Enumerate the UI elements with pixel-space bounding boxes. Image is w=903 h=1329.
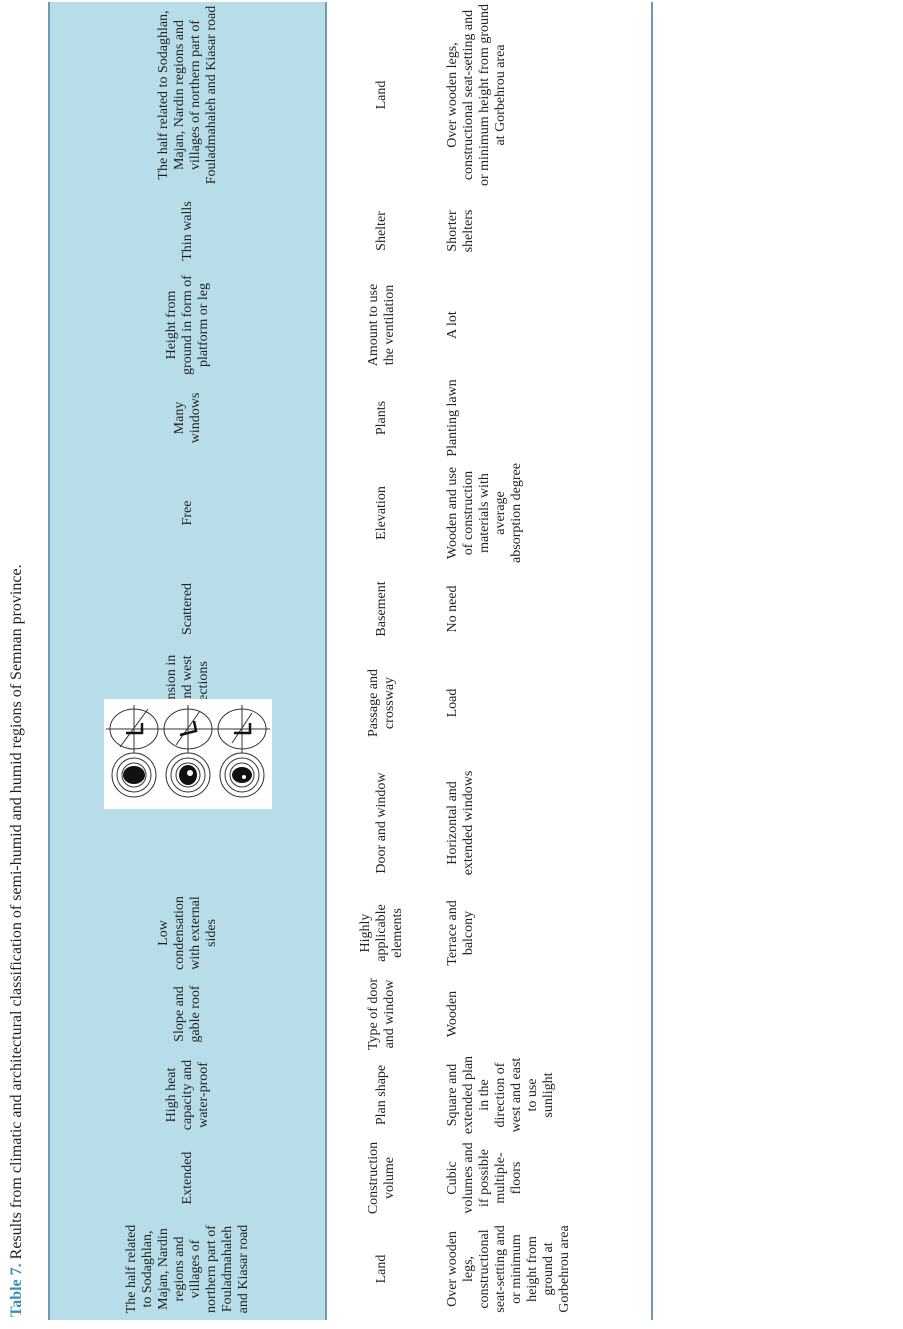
- label-row-cell: [327, 651, 437, 755]
- cell-text: Scattered: [179, 582, 195, 636]
- cell-text: Horizontal and extended windows: [445, 770, 476, 876]
- cell-text: Cubic volumes and if possible multiple-floors: [445, 1142, 524, 1214]
- cell-text: Construction volume: [366, 1141, 397, 1215]
- cell-text: Passage and crossway: [366, 668, 397, 738]
- value-row-cell: [445, 1219, 651, 1319]
- cell-text: High heat capacity and water-proof: [163, 1059, 211, 1131]
- cell-text: The half related to Sodaghlan, Majan, Nardin regions and villages of northern part of Fouladmahaleh and Kiasar road: [155, 5, 219, 185]
- header-row-cell: [50, 1219, 325, 1319]
- cell-text: Plan shape: [374, 1064, 389, 1126]
- cell-text: The half related to Sodaghlan, Majan, Nardin regions and villages of northern part of Fouladmahaleh and Kiasar road: [123, 1224, 251, 1314]
- value-row-cell: [445, 891, 651, 975]
- cell-text: Extended: [179, 1151, 195, 1205]
- value-row-cell: [445, 1053, 651, 1137]
- header-row-cell: [50, 273, 325, 377]
- value-row-cell: [445, 975, 651, 1053]
- cell-text: Shorter shelters: [445, 209, 476, 253]
- cell-text: Wooden and use of construction materials with average absorption degree: [445, 463, 524, 563]
- label-row-cell: [327, 755, 437, 891]
- label-row-cell: [327, 891, 437, 975]
- cell-text: A lot: [445, 311, 460, 339]
- label-row-cell: [327, 1, 437, 189]
- label-row-cell: [327, 567, 437, 651]
- cell-text: No need: [445, 585, 460, 633]
- value-row-cell: [445, 459, 651, 567]
- label-row-cell: [327, 1219, 437, 1319]
- label-row-cell: [327, 189, 437, 273]
- caption-label: Table 7.: [8, 1263, 25, 1317]
- label-row-cell: [327, 1053, 437, 1137]
- cell-text: Amount to use the ventilation: [366, 283, 397, 367]
- cell-text: Over wooden legs, constructional seat-setting and or minimum height from ground at Gorbehrou area: [445, 4, 508, 186]
- cell-text: Highly applicable elements: [358, 904, 405, 962]
- cell-text: Terrace and balcony: [445, 900, 476, 966]
- cell-text: Land: [374, 1254, 389, 1284]
- header-row-cell: [50, 1137, 325, 1219]
- header-row-cell: [50, 377, 325, 459]
- value-row-cell: [445, 377, 651, 459]
- cell-text: Wooden: [445, 990, 460, 1038]
- value-row-cell: [445, 1137, 651, 1219]
- cell-text: Thin walls: [179, 201, 195, 261]
- cell-text: Free: [179, 500, 195, 526]
- header-row-cell: [50, 891, 325, 975]
- label-row-cell: [327, 377, 437, 459]
- table-bottom-rule: [651, 2, 653, 1320]
- cell-text: Type of door and window: [366, 977, 397, 1051]
- orientation-diagram-icon: [104, 699, 272, 809]
- cell-text: Plants: [374, 400, 389, 436]
- header-row-cell: [50, 459, 325, 567]
- cell-text: Planting lawn: [445, 379, 460, 457]
- cell-text: Load: [445, 688, 460, 718]
- value-row-cell: [445, 567, 651, 651]
- value-row-cell: [445, 189, 651, 273]
- cell-text: Low condensation with external sides: [155, 896, 219, 970]
- header-row-cell: [50, 567, 325, 651]
- header-row-cell: [50, 975, 325, 1053]
- value-row-cell: [445, 651, 651, 755]
- label-row-cell: [327, 459, 437, 567]
- cell-text: Over wooden legs, constructional seat-setting and or minimum height from ground at Gorbehrou area: [445, 1225, 572, 1313]
- header-row-cell: [50, 1053, 325, 1137]
- label-row-cell: [327, 1137, 437, 1219]
- cell-text: Land: [374, 80, 389, 110]
- header-row-cell: [50, 189, 325, 273]
- cell-text: Shelter: [374, 211, 389, 251]
- label-row-cell: [327, 273, 437, 377]
- value-row-cell: [445, 1, 651, 189]
- caption-text: Results from climatic and architectural classification of semi-humid and humid regions of Semnan province.: [8, 564, 25, 1264]
- cell-text: Height from ground in form of platform or leg: [163, 275, 211, 375]
- value-row-cell: [445, 755, 651, 891]
- header-row-cell: [50, 1, 325, 189]
- label-row-cell: [327, 975, 437, 1053]
- cell-text: Basement: [374, 581, 389, 637]
- table-caption: [8, 17, 30, 1317]
- cell-text: Many windows: [171, 392, 203, 444]
- value-row-cell: [445, 273, 651, 377]
- cell-text: Slope and gable roof: [171, 985, 203, 1043]
- cell-text: Elevation: [374, 486, 389, 540]
- cell-text: Door and window: [374, 772, 389, 874]
- cell-text: Square and extended plan in the direction of west and east to use sunlight: [445, 1055, 556, 1135]
